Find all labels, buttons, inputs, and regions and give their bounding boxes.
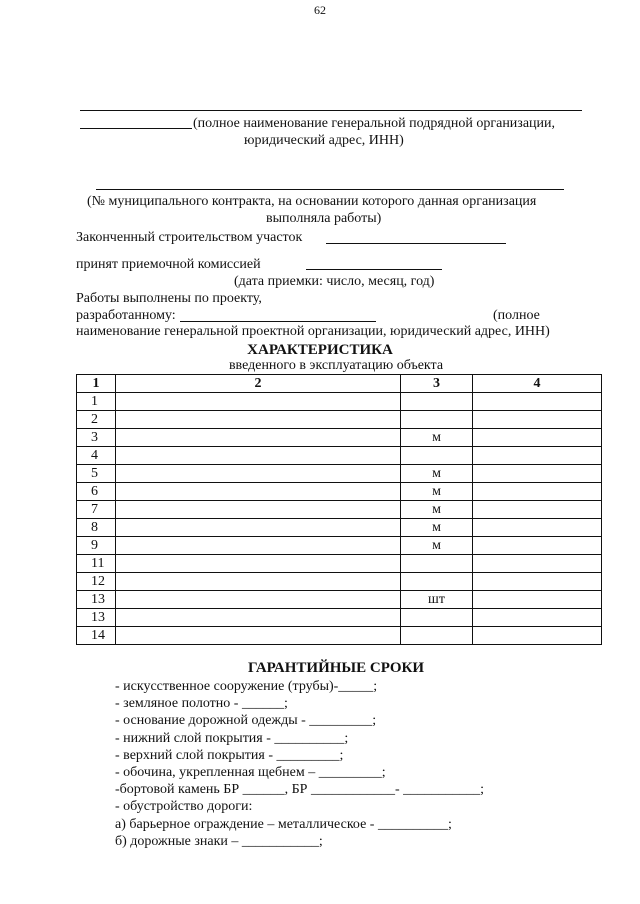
row-number: 8 <box>77 519 116 537</box>
cell-unit: м <box>401 519 473 537</box>
cell-unit <box>401 573 473 591</box>
col-3-header: 3 <box>401 375 473 393</box>
cell-value <box>473 411 602 429</box>
cell-description <box>116 465 401 483</box>
cell-unit: м <box>401 537 473 555</box>
cell-unit: м <box>401 483 473 501</box>
col-4-header: 4 <box>473 375 602 393</box>
list-item: - основание дорожной одежды - _________; <box>115 713 377 728</box>
cell-unit <box>401 609 473 627</box>
row-number: 13 <box>77 591 116 609</box>
table-row <box>77 573 602 591</box>
cell-unit <box>401 555 473 573</box>
table-row <box>77 519 602 537</box>
project-line <box>180 321 376 322</box>
list-item: -бортовой камень БР ______, БР ____________- ___________; <box>115 782 484 797</box>
cell-description <box>116 591 401 609</box>
list-item: - земляное полотно - ______; <box>115 696 288 711</box>
table-row <box>77 537 602 555</box>
cell-description <box>116 501 401 519</box>
cell-description <box>116 555 401 573</box>
cell-value <box>473 429 602 447</box>
date-caption: (дата приемки: число, месяц, год) <box>234 274 435 289</box>
cell-value <box>473 627 602 645</box>
row-number: 13 <box>77 609 116 627</box>
project-line-3: наименование генеральной проектной организации, юридический адрес, ИНН) <box>76 324 550 339</box>
table-row <box>77 465 602 483</box>
contractor-caption-2: юридический адрес, ИНН) <box>244 133 404 148</box>
row-number: 14 <box>77 627 116 645</box>
contract-line <box>96 189 564 190</box>
project-line-2-tail: (полное <box>493 308 540 323</box>
cell-description <box>116 627 401 645</box>
list-item: б) дорожные знаки – ___________; <box>115 834 323 849</box>
row-number: 11 <box>77 555 116 573</box>
table-row <box>77 411 602 429</box>
row-number: 1 <box>77 393 116 411</box>
characteristic-table <box>76 374 602 645</box>
cell-description <box>116 429 401 447</box>
cell-description <box>116 483 401 501</box>
cell-description <box>116 519 401 537</box>
contractor-caption-1: (полное наименование генеральной подрядной организации, <box>193 116 556 131</box>
cell-value <box>473 465 602 483</box>
cell-unit <box>401 393 473 411</box>
contractor-line-short <box>80 128 192 129</box>
col-1-header: 1 <box>77 375 116 393</box>
table-row <box>77 609 602 627</box>
table-row <box>77 591 602 609</box>
cell-description <box>116 447 401 465</box>
row-number: 12 <box>77 573 116 591</box>
cell-description <box>116 573 401 591</box>
cell-description <box>116 411 401 429</box>
cell-value <box>473 519 602 537</box>
project-line-2-label: разработанному: <box>76 308 176 323</box>
warranty-title: ГАРАНТИЙНЫЕ СРОКИ <box>247 660 425 676</box>
cell-value <box>473 447 602 465</box>
section-line <box>326 243 506 244</box>
cell-unit: м <box>401 465 473 483</box>
table-row <box>77 429 602 447</box>
characteristic-subtitle: введенного в эксплуатацию объекта <box>228 358 444 373</box>
contractor-line-top <box>80 110 582 111</box>
list-item: - верхний слой покрытия - _________; <box>115 748 344 763</box>
table-row <box>77 627 602 645</box>
cell-unit: м <box>401 429 473 447</box>
cell-unit: шт <box>401 591 473 609</box>
table-header-row <box>77 375 602 393</box>
cell-description <box>116 609 401 627</box>
cell-description <box>116 537 401 555</box>
row-number: 7 <box>77 501 116 519</box>
table-row <box>77 555 602 573</box>
contract-caption-1: (№ муниципального контракта, на основании которого данная организация <box>87 194 537 209</box>
table-row <box>77 393 602 411</box>
cell-unit <box>401 627 473 645</box>
cell-unit <box>401 411 473 429</box>
list-item: - нижний слой покрытия - __________; <box>115 731 349 746</box>
project-line-1: Работы выполнены по проекту, <box>76 291 262 306</box>
cell-value <box>473 591 602 609</box>
section-label: Законченный строительством участок <box>76 230 303 245</box>
list-item: - обочина, укрепленная щебнем – _________; <box>115 765 386 780</box>
date-line <box>306 269 442 270</box>
row-number: 5 <box>77 465 116 483</box>
commission-label: принят приемочной комиссией <box>76 257 261 272</box>
cell-value <box>473 537 602 555</box>
cell-value <box>473 555 602 573</box>
cell-value <box>473 501 602 519</box>
row-number: 4 <box>77 447 116 465</box>
cell-unit: м <box>401 501 473 519</box>
list-item: - искусственное сооружение (трубы)-_____; <box>115 679 378 694</box>
row-number: 3 <box>77 429 116 447</box>
col-2-header: 2 <box>116 375 401 393</box>
characteristic-title: ХАРАКТЕРИСТИКА <box>247 342 393 358</box>
table-row <box>77 483 602 501</box>
cell-value <box>473 609 602 627</box>
contract-caption-2: выполняла работы) <box>266 211 382 226</box>
table-row <box>77 501 602 519</box>
cell-description <box>116 393 401 411</box>
row-number: 6 <box>77 483 116 501</box>
page-number: 62 <box>314 3 326 17</box>
row-number: 9 <box>77 537 116 555</box>
cell-value <box>473 393 602 411</box>
row-number: 2 <box>77 411 116 429</box>
list-item: - обустройство дороги: <box>115 799 253 814</box>
list-item: а) барьерное ограждение – металлическое - __________; <box>115 817 452 832</box>
table-row <box>77 447 602 465</box>
cell-value <box>473 573 602 591</box>
cell-unit <box>401 447 473 465</box>
cell-value <box>473 483 602 501</box>
